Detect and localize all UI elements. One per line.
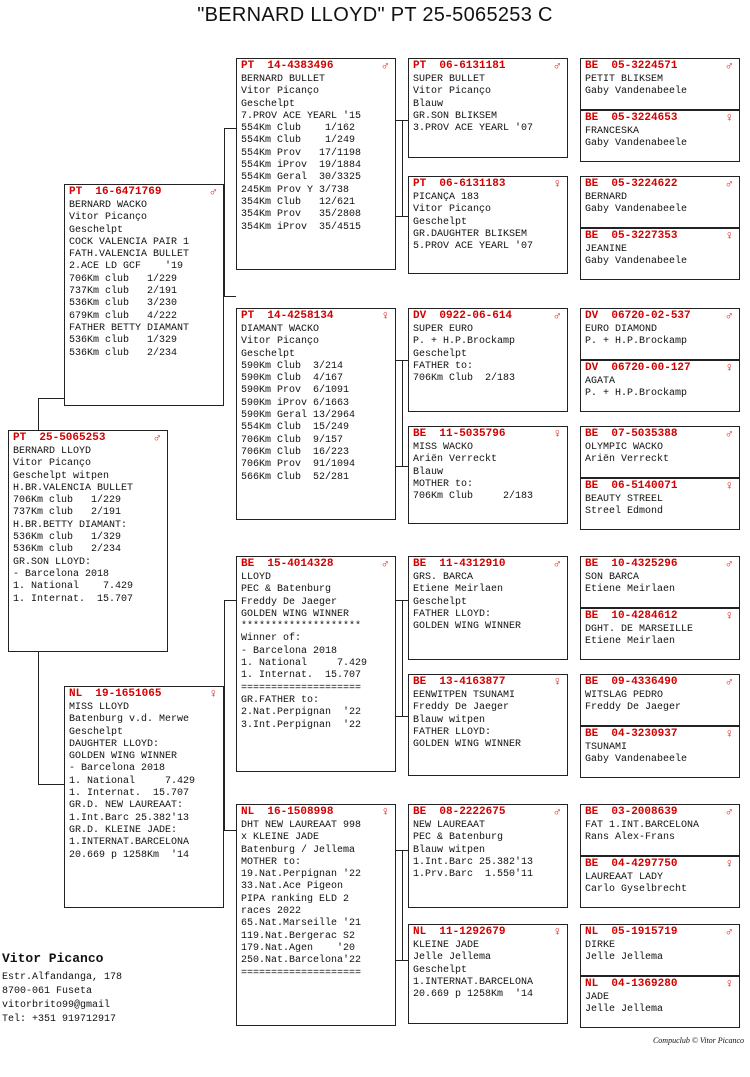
ring-number: BE 04-4297750 [585, 858, 678, 870]
connector-line [402, 600, 403, 716]
male-icon: ♂ [725, 557, 733, 571]
connector-line [224, 830, 236, 831]
male-icon: ♂ [553, 59, 561, 73]
male-icon: ♂ [553, 309, 561, 323]
card-line: 2.Nat.Perpignan '22 [241, 707, 362, 719]
card-line: Geschelpt [69, 726, 124, 738]
female-icon: ♀ [209, 687, 217, 701]
connector-line [38, 784, 64, 785]
pedigree-card-ds [236, 556, 396, 772]
card-line: 554Km iProv 19/1884 [241, 160, 362, 172]
card-line: FATH.VALENCIA BULLET [69, 249, 190, 261]
card-line: 354Km Prov 35/2808 [241, 209, 362, 221]
card-line: 2.ACE LD GCF '19 [69, 261, 184, 273]
female-icon: ♀ [553, 177, 561, 191]
pedigree-card-g3 [580, 176, 740, 228]
card-line: BERNARD LLOYD [13, 446, 92, 457]
male-icon: ♂ [725, 925, 733, 939]
card-line: Geschelpt [413, 216, 468, 228]
ring-number: BE 11-4312910 [413, 558, 506, 570]
card-line: Gaby Vandenabeele [585, 86, 688, 98]
card-line: 19.Nat.Perpignan '22 [241, 869, 362, 881]
card-line: 590Km Club 4/167 [241, 373, 344, 385]
card-line: FATHER LLOYD: [413, 726, 492, 738]
breeder-name: Vitor Picanco [2, 951, 104, 966]
ring-number: PT 06-6131181 [413, 60, 506, 72]
male-icon: ♂ [725, 805, 733, 819]
card-line: 1.Int.Barc 25.382'13 [413, 856, 534, 868]
connector-line [224, 600, 236, 601]
female-icon: ♀ [381, 309, 389, 323]
card-line: 706Km club 1/229 [69, 273, 178, 285]
breeder-postal: 8700-061 Fuseta [2, 986, 93, 997]
card-line: GR.DAUGHTER BLIKSEM [413, 228, 528, 240]
card-line: Geschelpt [69, 224, 124, 236]
connector-line [224, 128, 236, 129]
card-line: PETIT BLIKSEM [585, 74, 664, 85]
male-icon: ♂ [381, 557, 389, 571]
card-line: JEANINE [585, 244, 628, 255]
ring-number: BE 09-4336490 [585, 676, 678, 688]
card-line: FATHER LLOYD: [413, 608, 492, 620]
pedigree-card-dds [408, 804, 568, 908]
card-line: 65.Nat.Marseille '21 [241, 918, 362, 930]
card-line: 706Km Club 2/183 [413, 373, 516, 385]
card-line: GRS. BARCA [413, 572, 474, 583]
card-line: 1.INTERNAT.BARCELONA [413, 976, 534, 988]
card-line: H.BR.VALENCIA BULLET [13, 482, 134, 494]
connector-line [402, 120, 403, 216]
pedigree-card-ss [236, 58, 396, 270]
card-line: Vitor Picanço [69, 212, 148, 224]
card-line: OLYMPIC WACKO [585, 442, 664, 453]
card-line: Gaby Vandenabeele [585, 754, 688, 766]
female-icon: ♀ [725, 857, 733, 871]
card-line: BERNARD BULLET [241, 74, 326, 85]
connector-line [396, 466, 408, 467]
card-line: PEC & Batenburg [413, 832, 504, 844]
male-icon: ♂ [725, 59, 733, 73]
pedigree-card-g9 [580, 556, 740, 608]
male-icon: ♂ [725, 177, 733, 191]
card-line: Geschelpt [241, 98, 296, 110]
ring-number: DV 06720-02-537 [585, 310, 691, 322]
male-icon: ♂ [209, 185, 217, 199]
card-line: Gaby Vandenabeele [585, 256, 688, 268]
male-icon: ♂ [553, 805, 561, 819]
pedigree-card-g13 [580, 804, 740, 856]
female-icon: ♀ [725, 977, 733, 991]
card-line: MOTHER to: [241, 856, 302, 868]
card-line: WITSLAG PEDRO [585, 690, 664, 701]
ring-number: PT 14-4258134 [241, 310, 334, 322]
card-line: 536Km club 2/234 [13, 544, 122, 556]
pedigree-card-g2 [580, 110, 740, 162]
card-line: Geschelpt witpen [13, 470, 110, 482]
pedigree-card-g8 [580, 478, 740, 530]
card-line: DGHT. DE MARSEILLE [585, 624, 694, 635]
card-line: H.BR.BETTY DIAMANT: [13, 519, 128, 531]
female-icon: ♀ [725, 361, 733, 375]
card-line: SUPER BULLET [413, 74, 486, 85]
ring-number: BE 05-3224653 [585, 112, 678, 124]
pedigree-card-g6 [580, 360, 740, 412]
card-line: 1. National 7.429 [69, 775, 196, 787]
ring-number: BE 05-3224571 [585, 60, 678, 72]
breeder-phone: Tel: +351 919712917 [2, 1014, 117, 1025]
card-line: 1.Int.Barc 25.382'13 [69, 812, 190, 824]
card-line: 1.Prv.Barc 1.550'11 [413, 869, 534, 881]
pedigree-card-dam [64, 686, 224, 908]
card-line: Gaby Vandenabeele [585, 138, 688, 150]
ring-number: BE 11-5035796 [413, 428, 506, 440]
pedigree-card-dd [236, 804, 396, 1026]
card-line: 554Km Club 1/249 [241, 135, 356, 147]
card-line: BERNARD WACKO [69, 200, 148, 211]
card-line: Blauw [413, 466, 444, 478]
male-icon: ♂ [553, 557, 561, 571]
card-line: COCK VALENCIA PAIR 1 [69, 236, 190, 248]
card-line: ******************** [241, 621, 362, 633]
female-icon: ♀ [725, 479, 733, 493]
card-line: Freddy De Jaeger [585, 702, 682, 714]
card-line: 1. Internat. 15.707 [69, 788, 190, 800]
pedigree-card-g7 [580, 426, 740, 478]
connector-line [224, 600, 225, 830]
card-line: P. + H.P.Brockamp [413, 336, 516, 348]
card-line: Geschelpt [413, 596, 468, 608]
card-line: - Barcelona 2018 [13, 568, 110, 580]
pedigree-card-g4 [580, 228, 740, 280]
pedigree-card-g16 [580, 976, 740, 1028]
card-line: 250.Nat.Barcelona'22 [241, 955, 362, 967]
pedigree-card-g12 [580, 726, 740, 778]
pedigree-card-g5 [580, 308, 740, 360]
card-line: Vitor Picanço [241, 336, 320, 348]
ring-number: BE 08-2222675 [413, 806, 506, 818]
card-line: 536Km club 3/230 [69, 298, 178, 310]
card-line: JADE [585, 992, 610, 1003]
pedigree-card-ssd [408, 176, 568, 274]
card-line: 20.669 p 1258Km '14 [69, 849, 190, 861]
card-line: DIAMANT WACKO [241, 324, 320, 335]
card-line: LAUREAAT LADY [585, 872, 664, 883]
connector-line [224, 296, 236, 297]
card-line: FATHER BETTY DIAMANT [69, 322, 190, 334]
female-icon: ♀ [725, 727, 733, 741]
card-line: BEAUTY STREEL [585, 494, 664, 505]
connector-line [396, 960, 408, 961]
connector-line [402, 850, 403, 960]
card-line: Vitor Picanço [413, 204, 492, 216]
ring-number: NL 05-1915719 [585, 926, 678, 938]
ring-number: NL 19-1651065 [69, 688, 162, 700]
card-line: GR.SON BLIKSEM [413, 110, 498, 122]
card-line: 554Km Club 15/249 [241, 422, 350, 434]
card-line: Gaby Vandenabeele [585, 204, 688, 216]
ring-number: BE 13-4163877 [413, 676, 506, 688]
ring-number: BE 07-5035388 [585, 428, 678, 440]
card-line: 536Km club 1/329 [13, 532, 122, 544]
breeder-email[interactable]: vitorbrito99@gmail [2, 1000, 111, 1011]
card-line: Streel Edmond [585, 506, 664, 518]
card-line: Geschelpt [413, 964, 468, 976]
card-line: 706Km club 1/229 [13, 495, 122, 507]
card-line: 737Km club 2/191 [69, 286, 178, 298]
pedigree-card-dss [408, 556, 568, 660]
card-line: Geschelpt [241, 348, 296, 360]
card-line: GR.SON LLOYD: [13, 556, 92, 568]
card-line: 536Km club 2/234 [69, 347, 178, 359]
card-line: 554Km Geral 30/3325 [241, 172, 362, 184]
male-icon: ♂ [725, 675, 733, 689]
card-line: Vitor Picanço [241, 86, 320, 98]
ring-number: NL 11-1292679 [413, 926, 506, 938]
pedigree-card-subject [8, 430, 168, 652]
card-line: PICANÇA 183 [413, 192, 480, 203]
female-icon: ♀ [553, 925, 561, 939]
card-line: 590Km Prov 6/1091 [241, 385, 350, 397]
card-line: 590Km iProv 6/1663 [241, 397, 350, 409]
breeder-contact [2, 952, 122, 1027]
pedigree-card-sss [408, 58, 568, 158]
pedigree-card-g1 [580, 58, 740, 110]
card-line: Blauw [413, 98, 444, 110]
card-line: 119.Nat.Bergerac S2 [241, 930, 356, 942]
card-line: GR.D. NEW LAUREAAT: [69, 800, 184, 812]
card-line: MISS LLOYD [69, 702, 130, 713]
card-line: GOLDEN WING WINNER [413, 739, 522, 751]
card-line: 1. Internat. 15.707 [241, 670, 362, 682]
card-line: Blauw witpen [413, 714, 486, 726]
card-line: Batenburg / Jellema [241, 844, 356, 856]
card-line: Geschelpt [413, 348, 468, 360]
card-line: 5.PROV ACE YEARL '07 [413, 241, 534, 253]
card-line: FATHER to: [413, 360, 474, 372]
pedigree-card-g14 [580, 856, 740, 908]
ring-number: DV 0922-06-614 [413, 310, 513, 322]
card-line: 737Km club 2/191 [13, 507, 122, 519]
pedigree-card-sds [408, 308, 568, 412]
card-line: LLOYD [241, 572, 272, 583]
card-line: 679Km club 4/222 [69, 310, 178, 322]
card-line: 354Km iProv 35/4515 [241, 221, 362, 233]
card-line: TSUNAMI [585, 742, 628, 753]
card-line: GOLDEN WING WINNER [69, 751, 178, 763]
connector-line [38, 398, 39, 430]
ring-number: PT 14-4383496 [241, 60, 334, 72]
card-line: 706Km Prov 91/1094 [241, 459, 356, 471]
card-line: DIRKE [585, 940, 616, 951]
card-line: FRANCESKA [585, 126, 640, 137]
card-line: Etiene Meirlaen [585, 584, 676, 596]
ring-number: PT 25-5065253 [13, 432, 106, 444]
card-line: 1. National 7.429 [13, 581, 134, 593]
card-line: 33.Nat.Ace Pigeon [241, 881, 344, 893]
card-line: BERNARD [585, 192, 628, 203]
card-line: P. + H.P.Brockamp [585, 336, 688, 348]
card-line: AGATA [585, 376, 616, 387]
ring-number: BE 05-3227353 [585, 230, 678, 242]
card-line: 590Km Club 3/214 [241, 360, 344, 372]
card-line: 3.PROV ACE YEARL '07 [413, 123, 534, 135]
connector-line [224, 128, 225, 296]
card-line: DAUGHTER LLOYD: [69, 738, 160, 750]
ring-number: BE 05-3224622 [585, 178, 678, 190]
pedigree-card-sire [64, 184, 224, 406]
footer-credit: Compuclub © Vitor Picanco [652, 1036, 744, 1045]
card-line: EURO DIAMOND [585, 324, 658, 335]
female-icon: ♀ [553, 675, 561, 689]
card-line: 3.Int.Perpignan '22 [241, 719, 362, 731]
card-line: EENWITPEN TSUNAMI [413, 690, 516, 701]
pedigree-title: "BERNARD LLOYD" PT 25-5065253 C [197, 4, 553, 26]
ring-number: NL 16-1508998 [241, 806, 334, 818]
card-line: PIPA ranking ELD 2 [241, 893, 350, 905]
card-line: FAT 1.INT.BARCELONA [585, 820, 700, 831]
pedigree-card-g11 [580, 674, 740, 726]
male-icon: ♂ [725, 309, 733, 323]
card-line: Freddy De Jaeger [413, 702, 510, 714]
card-line: 245Km Prov Y 3/738 [241, 184, 350, 196]
breeder-address: Estr.Alfandanga, 178 [2, 972, 123, 983]
card-line: ==================== [241, 682, 362, 694]
card-line: Freddy De Jaeger [241, 596, 338, 608]
card-line: 706Km Club 16/223 [241, 446, 350, 458]
card-line: 354Km Club 12/621 [241, 196, 356, 208]
ring-number: PT 16-6471769 [69, 186, 162, 198]
connector-line [38, 652, 39, 784]
card-line: 566Km Club 52/281 [241, 471, 350, 483]
card-line: DHT NEW LAUREAAT 998 [241, 820, 362, 831]
pedigree-card-g10 [580, 608, 740, 660]
card-line: Blauw witpen [413, 844, 486, 856]
card-line: SON BARCA [585, 572, 640, 583]
connector-line [396, 216, 408, 217]
card-line: GOLDEN WING WINNER [413, 621, 522, 633]
ring-number: BE 03-2008639 [585, 806, 678, 818]
card-line: 1. National 7.429 [241, 658, 368, 670]
card-line: SUPER EURO [413, 324, 474, 335]
card-line: 536Km club 1/329 [69, 335, 178, 347]
card-line: 1.INTERNAT.BARCELONA [69, 837, 190, 849]
card-line: x KLEINE JADE [241, 832, 320, 844]
card-line: 706Km Club 9/157 [241, 434, 344, 446]
card-line: Vitor Picanço [413, 86, 492, 98]
card-line: Vitor Picanço [13, 458, 92, 470]
card-line: Etiene Meirlaen [585, 636, 676, 648]
card-line: Ariën Verreckt [585, 454, 670, 466]
ring-number: NL 04-1369280 [585, 978, 678, 990]
female-icon: ♀ [725, 229, 733, 243]
card-line: 590Km Geral 13/2964 [241, 410, 356, 422]
male-icon: ♂ [725, 427, 733, 441]
card-line: MISS WACKO [413, 442, 474, 453]
card-line: Jelle Jellema [585, 952, 664, 964]
pedigree-card-sdd [408, 426, 568, 524]
female-icon: ♀ [553, 427, 561, 441]
card-line: 554Km Prov 17/1198 [241, 147, 362, 159]
ring-number: BE 15-4014328 [241, 558, 334, 570]
card-line: - Barcelona 2018 [69, 763, 166, 775]
card-line: NEW LAUREAAT [413, 820, 486, 831]
male-icon: ♂ [381, 59, 389, 73]
ring-number: DV 06720-00-127 [585, 362, 691, 374]
card-line: races 2022 [241, 906, 302, 918]
card-line: Batenburg v.d. Merwe [69, 714, 190, 726]
ring-number: PT 06-6131183 [413, 178, 506, 190]
card-line: Etiene Meirlaen [413, 584, 504, 596]
ring-number: BE 06-5140071 [585, 480, 678, 492]
card-line: Jelle Jellema [585, 1004, 664, 1016]
card-line: KLEINE JADE [413, 940, 480, 951]
connector-line [38, 398, 64, 399]
card-line: GR.FATHER to: [241, 694, 320, 706]
pedigree-card-ddd [408, 924, 568, 1024]
female-icon: ♀ [725, 609, 733, 623]
card-line: GR.D. KLEINE JADE: [69, 824, 178, 836]
male-icon: ♂ [153, 431, 161, 445]
card-line: - Barcelona 2018 [241, 645, 338, 657]
card-line: 179.Nat.Agen '20 [241, 942, 356, 954]
card-line: 1. Internat. 15.707 [13, 593, 134, 605]
connector-line [396, 716, 408, 717]
card-line: Jelle Jellema [413, 952, 492, 964]
pedigree-card-dsd [408, 674, 568, 776]
card-line: Carlo Gyselbrecht [585, 884, 688, 896]
connector-line [402, 360, 403, 466]
card-line: Winner of: [241, 633, 302, 645]
card-line: 554Km Club 1/162 [241, 123, 356, 135]
ring-number: BE 10-4284612 [585, 610, 678, 622]
card-line: PEC & Batenburg [241, 584, 332, 596]
ring-number: BE 10-4325296 [585, 558, 678, 570]
card-line: Ariën Verreckt [413, 454, 498, 466]
card-line: 20.669 p 1258Km '14 [413, 989, 534, 1001]
card-line: MOTHER to: [413, 478, 474, 490]
card-line: GOLDEN WING WINNER [241, 608, 350, 620]
pedigree-card-g15 [580, 924, 740, 976]
card-line: P. + H.P.Brockamp [585, 388, 688, 400]
card-line: 706Km Club 2/183 [413, 491, 534, 503]
ring-number: BE 04-3230937 [585, 728, 678, 740]
card-line: Rans Alex-Frans [585, 832, 676, 844]
card-line: 7.PROV ACE YEARL '15 [241, 110, 362, 122]
female-icon: ♀ [725, 111, 733, 125]
female-icon: ♀ [381, 805, 389, 819]
pedigree-card-sd [236, 308, 396, 520]
card-line: ==================== [241, 967, 362, 979]
